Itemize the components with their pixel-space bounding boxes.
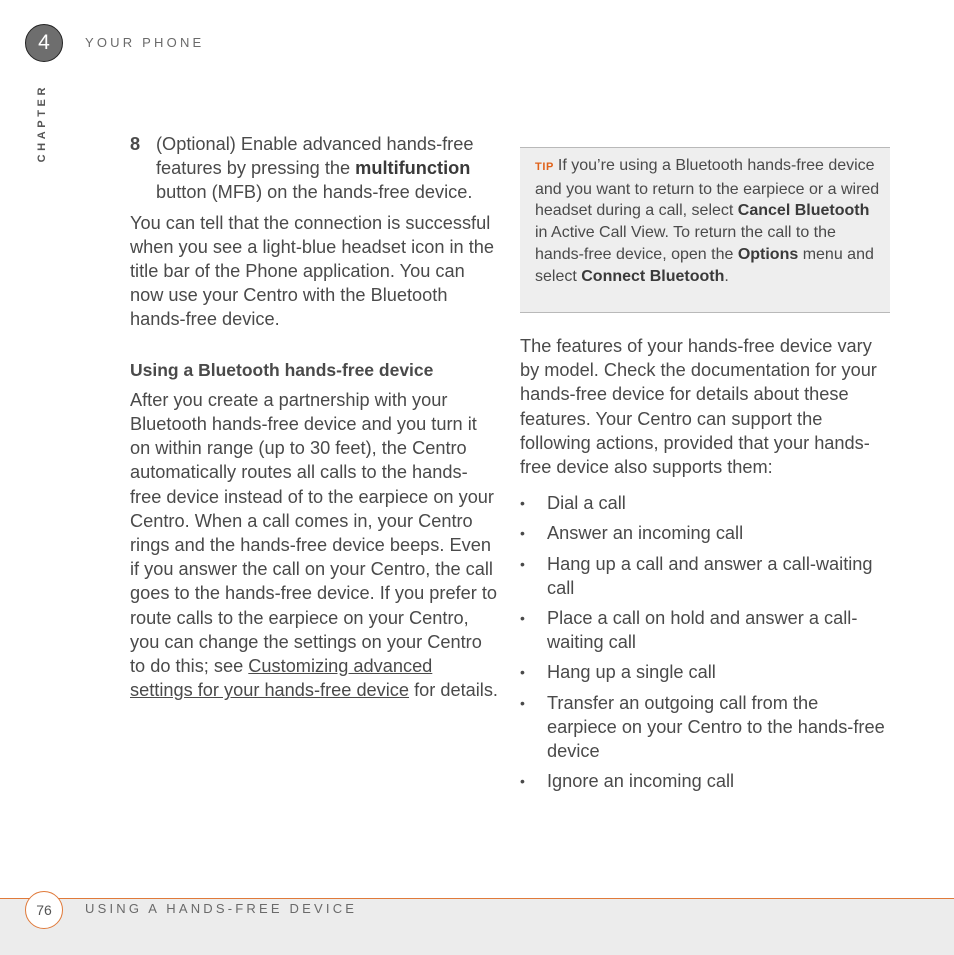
step-text-2: button (MFB) on the hands-free device. bbox=[156, 182, 473, 203]
step-text-1: (Optional) Enable advanced hands-free features by pressing the bbox=[156, 134, 474, 179]
list-item: • Transfer an outgoing call from the earpiece on your Centro to the hands-free device bbox=[520, 692, 885, 762]
features-intro: The features of your hands-free device vary by model. Check the documentation for your hands-free device for details about these features. Your Centro can support the following actions, provided that your hands-free device also supports them: bbox=[520, 336, 877, 478]
tip-text-4: . bbox=[724, 267, 729, 285]
step-number: 8 bbox=[130, 134, 141, 154]
step-bold: multifunction bbox=[355, 158, 471, 179]
tip-text-1: If you’re using a Bluetooth hands-free device and you want to return to the earpiece or a wired headset during a call, select bbox=[535, 157, 880, 220]
bullet-icon: • bbox=[520, 664, 525, 681]
bullet-icon: • bbox=[520, 525, 525, 542]
tip-text-3: menu and select bbox=[535, 245, 874, 285]
tip-bold-options: Options bbox=[737, 245, 799, 263]
bullet-icon: • bbox=[520, 773, 525, 790]
step-8 bbox=[130, 132, 498, 205]
chapter-number: 4 bbox=[38, 31, 50, 54]
list-item: • Place a call on hold and answer a call-waiting call bbox=[520, 608, 858, 653]
page-number: 76 bbox=[36, 902, 52, 918]
section-subheading: Using a Bluetooth hands-free device bbox=[130, 359, 434, 380]
running-head: YOUR PHONE bbox=[85, 35, 205, 50]
bullet-icon: • bbox=[520, 610, 525, 627]
tip-bold-cancel-bluetooth: Cancel Bluetooth bbox=[737, 202, 870, 220]
list-item: • Ignore an incoming call bbox=[520, 769, 892, 793]
connection-paragraph: You can tell that the connection is successful when you see a light-blue headset icon in the title bar of the Phone application. You can now use your Centro with the Bluetooth hands-free device. bbox=[130, 212, 494, 330]
footer-section-title: USING A HANDS-FREE DEVICE bbox=[85, 901, 358, 916]
tip-bold-connect-bluetooth: Connect Bluetooth bbox=[581, 267, 725, 285]
page-number-badge bbox=[25, 891, 63, 929]
tip-box bbox=[520, 147, 890, 313]
bullet-icon: • bbox=[520, 555, 525, 572]
bullet-icon: • bbox=[520, 495, 525, 512]
customizing-settings-link[interactable]: Customizing advanced settings for your hands-free device bbox=[130, 656, 433, 701]
list-item: • Hang up a call and answer a call-waiting call bbox=[520, 553, 873, 598]
list-item: • Dial a call bbox=[520, 491, 892, 515]
features-list bbox=[520, 491, 892, 793]
chapter-label: CHAPTER bbox=[36, 84, 48, 163]
tip-text-2: in Active Call View. To return the call to the hands-free device, open the bbox=[535, 224, 836, 263]
list-item: • Answer an incoming call bbox=[520, 521, 892, 545]
left-column bbox=[130, 132, 498, 708]
tip-label: TIP bbox=[535, 161, 554, 173]
chapter-number-badge bbox=[25, 24, 63, 62]
routing-paragraph bbox=[130, 388, 498, 703]
bullet-icon: • bbox=[520, 694, 525, 711]
list-item: • Hang up a single call bbox=[520, 660, 892, 684]
right-column bbox=[520, 334, 892, 799]
routing-text: After you create a partnership with your Bluetooth hands-free device and you turn it on within range (up to 30 feet), the Centro automatically routes all calls to the hands-free device instead of to the earpiece on your Centro. When a call comes in, your Centro rings and the hands-free device beeps. Even if you answer the call on your Centro, the call goes to the hands-free device. If you prefer to route calls to the earpiece on your Centro, you can change the settings on your Centro to do this; see bbox=[130, 389, 498, 677]
routing-text-end: for details. bbox=[409, 680, 498, 701]
